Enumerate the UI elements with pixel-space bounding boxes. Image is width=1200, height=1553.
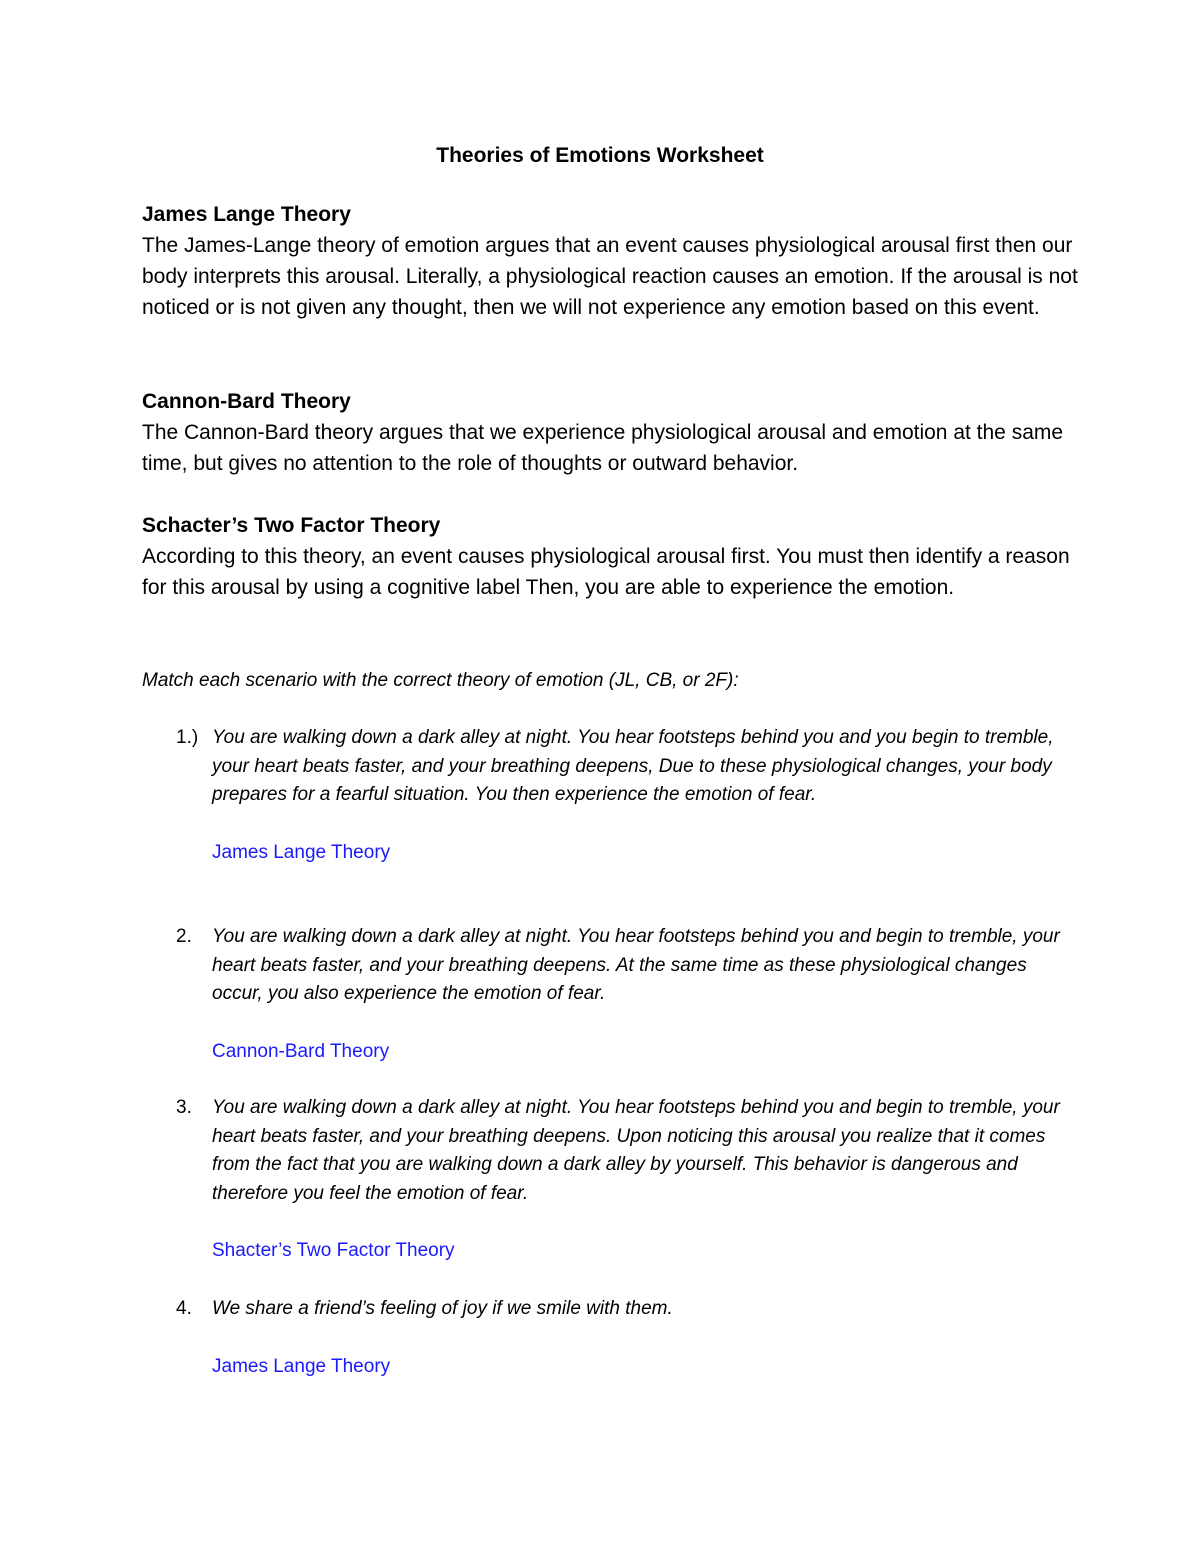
section-body: According to this theory, an event causes physiological arousal first. You must then identify a reason for this arousal by using a cognitive label Then, you are able to experience the emotion. [142, 545, 1070, 599]
section-body: The Cannon-Bard theory argues that we experience physiological arousal and emotion at the same time, but gives no attention to the role of thoughts or outward behavior. [142, 421, 1064, 475]
section-two-factor [142, 511, 1082, 603]
question-answer: James Lange Theory [212, 841, 391, 863]
section-body: The James-Lange theory of emotion argues that an event causes physiological arousal first then our body interprets this arousal. Literally, a physiological reaction causes an emotion. If the arousal is not noticed or is not given any thought, then we will not experience any emotion based on this event. [142, 234, 1078, 319]
question-item [142, 1094, 1072, 1266]
question-item [142, 724, 1072, 867]
section-cannon-bard [142, 387, 1082, 479]
question-number: 3. [176, 1097, 192, 1118]
page-title: Theories of Emotions Worksheet [436, 144, 764, 167]
section-james-lange [142, 200, 1082, 323]
question-text: You are walking down a dark alley at night. You hear footsteps behind you and begin to tremble, your heart beats faster, and your breathing deepens. At the same time as these physiological changes occur, you also experience the emotion of fear. [212, 926, 1060, 1004]
question-number: 2. [176, 926, 192, 947]
section-heading: Cannon-Bard Theory [142, 390, 351, 413]
question-text: You are walking down a dark alley at night. You hear footsteps behind you and begin to tremble, your heart beats faster, and your breathing deepens. Upon noticing this arousal you realize that it comes from the fact that you are walking down a dark alley by yourself. This behavior is dangerous and therefore you feel the emotion of fear. [212, 1097, 1060, 1204]
instructions: Match each scenario with the correct theory of emotion (JL, CB, or 2F): [142, 670, 739, 691]
question-answer: Shacter’s Two Factor Theory [212, 1240, 455, 1261]
question-item [142, 1295, 1072, 1381]
section-heading: James Lange Theory [142, 203, 351, 226]
question-number: 1.) [176, 727, 199, 748]
question-number: 4. [176, 1298, 192, 1319]
section-heading: Schacter’s Two Factor Theory [142, 514, 441, 537]
question-answer: Cannon-Bard Theory [212, 1040, 390, 1062]
question-item [142, 923, 1072, 1066]
question-answer: James Lange Theory [212, 1355, 391, 1377]
question-text: We share a friend’s feeling of joy if we smile with them. [212, 1298, 673, 1319]
question-text: You are walking down a dark alley at night. You hear footsteps behind you and you begin to tremble, your heart beats faster, and your breathing deepens, Due to these physiological changes, your body prepares for a fearful situation. You then experience the emotion of fear. [212, 727, 1054, 805]
